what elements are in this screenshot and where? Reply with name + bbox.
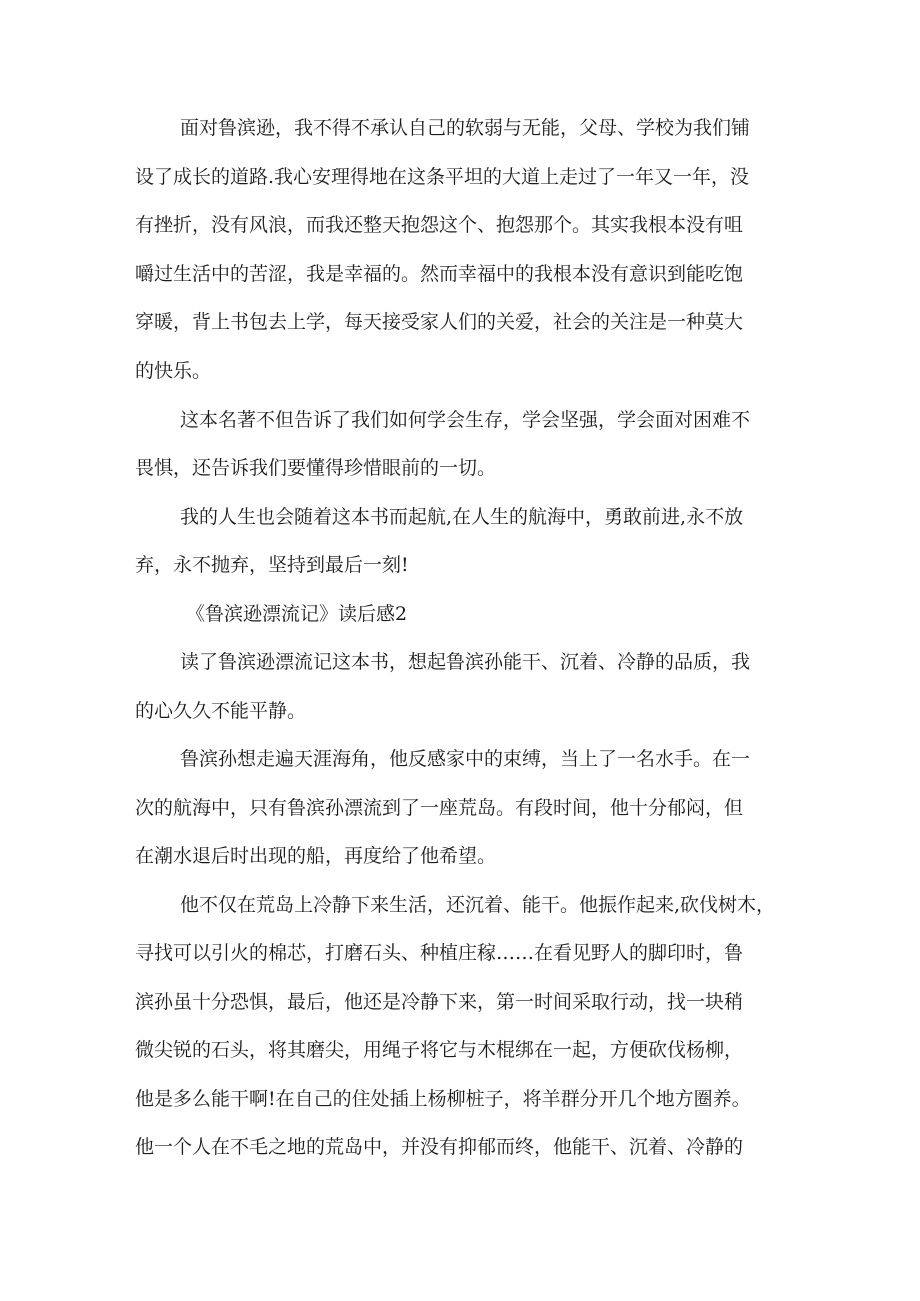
paragraph-6-line-3: 在潮水退后时出现的船，再度给了他希望。	[135, 845, 497, 867]
paragraph-7-line-5: 他是多么能干啊!在自己的住处插上杨柳桩子，将羊群分开几个地方圈养。	[135, 1088, 751, 1110]
paragraph-1-line-5: 穿暖，背上书包去上学，每天接受家人们的关爱，社会的关注是一种莫大	[135, 311, 744, 333]
paragraph-2-line-1: 这本名著不但告诉了我们如何学会生存，学会坚强，学会面对困难不	[180, 409, 751, 431]
paragraph-1-line-6: 的快乐。	[135, 360, 212, 382]
paragraph-1-line-1: 面对鲁滨逊，我不得不承认自己的软弱与无能，父母、学校为我们铺	[180, 117, 751, 139]
paragraph-6-line-1: 鲁滨孙想走遍天涯海角，他反感家中的束缚，当上了一名水手。在一	[180, 748, 751, 770]
paragraph-7-line-2: 寻找可以引火的棉芯，打磨石头、种植庄稼……在看见野人的脚印时，鲁	[135, 942, 744, 964]
paragraph-2-line-2: 畏惧，还告诉我们要懂得珍惜眼前的一切。	[135, 457, 497, 479]
paragraph-3-line-1: 我的人生也会随着这本书而起航,在人生的航海中，勇敢前进,永不放	[180, 506, 744, 528]
paragraph-5-line-1: 读了鲁滨逊漂流记这本书，想起鲁滨孙能干、沉着、冷静的品质，我	[180, 651, 751, 673]
section-heading: 《鲁滨逊漂流记》读后感2	[186, 603, 408, 625]
paragraph-6-line-2: 次的航海中，只有鲁滨孙漂流到了一座荒岛。有段时间，他十分郁闷，但	[135, 797, 744, 819]
paragraph-7-line-4: 微尖锐的石头，将其磨尖，用绳子将它与木棍绑在一起，方便砍伐杨柳，	[135, 1039, 744, 1061]
paragraph-7-line-6: 他一个人在不毛之地的荒岛中，并没有抑郁而终，他能干、沉着、冷静的	[135, 1136, 744, 1158]
paragraph-3-line-2: 弃，永不抛弃，坚持到最后一刻!	[135, 554, 409, 576]
paragraph-5-line-2: 的心久久不能平静。	[135, 700, 307, 722]
paragraph-7-line-1: 他不仅在荒岛上冷静下来生活，还沉着、能干。他振作起来,砍伐树木，	[180, 894, 776, 916]
paragraph-1-line-4: 嚼过生活中的苦涩，我是幸福的。然而幸福中的我根本没有意识到能吃饱	[135, 263, 744, 285]
paragraph-1-line-2: 设了成长的道路.我心安理得地在这条平坦的大道上走过了一年又一年，没	[135, 166, 750, 188]
paragraph-1-line-3: 有挫折，没有风浪，而我还整天抱怨这个、抱怨那个。其实我根本没有咀	[135, 214, 744, 236]
paragraph-7-line-3: 滨孙虽十分恐惧，最后，他还是冷静下来，第一时间采取行动，找一块稍	[135, 991, 744, 1013]
